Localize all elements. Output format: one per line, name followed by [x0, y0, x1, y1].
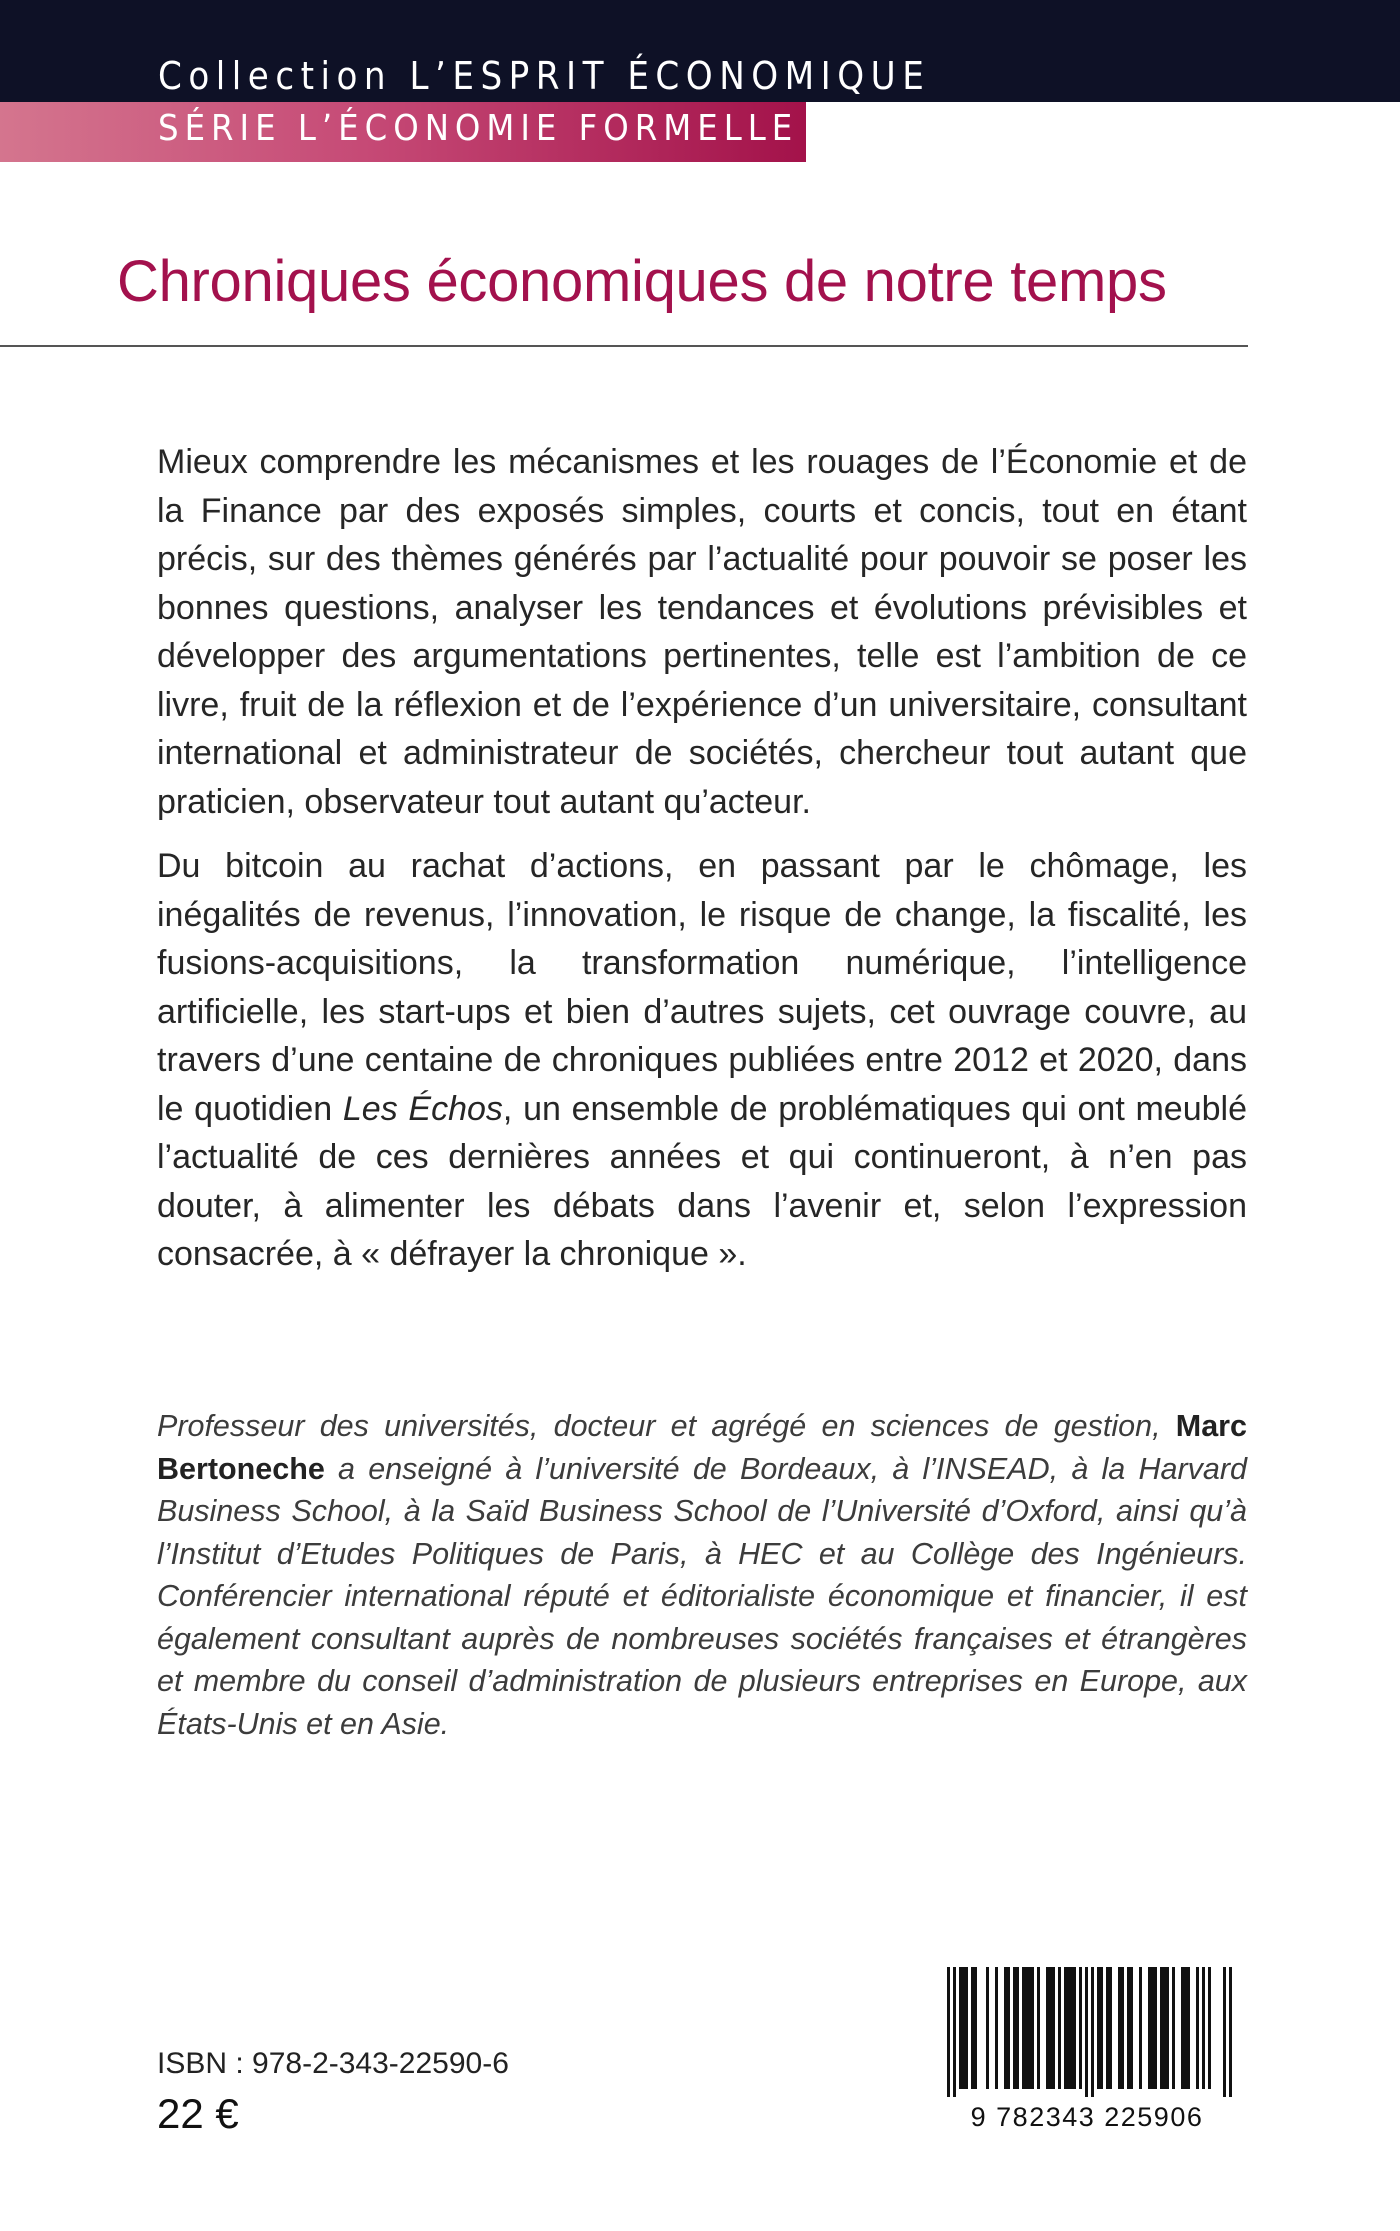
barcode-bar — [1181, 1967, 1184, 2089]
barcode-bar — [1229, 1967, 1232, 2097]
barcode-bar — [1085, 1967, 1088, 2097]
barcode-bar — [1097, 1967, 1100, 2089]
barcode-bar — [1109, 1967, 1112, 2089]
barcode-bar — [1202, 1967, 1205, 2089]
barcode-bar — [1163, 1967, 1166, 2089]
barcode-bar — [1139, 1967, 1142, 2089]
author-name: Marc Bertoneche — [157, 1409, 1247, 1486]
barcode-bar — [1022, 1967, 1025, 2089]
barcode-bar — [1100, 1967, 1103, 2089]
description-paragraph-1: Mieux comprendre les mécanismes et les rouages de l’Économie et de la Finance par des exposés simples, courts et concis, tout en étant précis, sur des thèmes générés par l’actualité pour pouvoir se poser les bonnes questions, analyser les tendances et évolutions prévisibles et développer des argumentations pertinentes, telle est l’ambition de ce livre, fruit de la réflexion et de l’expérience d’un universitaire, consultant international et administrateur de sociétés, chercheur tout autant que praticien, observateur tout autant qu’acteur. — [157, 443, 1247, 821]
barcode-bar — [953, 1967, 956, 2097]
barcode-bar — [1151, 1967, 1154, 2089]
title-divider — [0, 345, 1248, 347]
barcode-bar — [1184, 1967, 1187, 2089]
barcode-bar — [1148, 1967, 1151, 2089]
serie-name: SÉRIE L’ÉCONOMIE FORMELLE — [158, 108, 799, 149]
barcode-bar — [1073, 1967, 1076, 2089]
barcode-bar — [1196, 1967, 1199, 2089]
barcode-bar — [995, 1967, 998, 2089]
barcode-bar — [1025, 1967, 1028, 2089]
barcode-bar — [1208, 1967, 1211, 2089]
barcode-bar — [1172, 1967, 1175, 2089]
barcode-bar — [959, 1967, 962, 2089]
barcode-bar — [1049, 1967, 1052, 2089]
description-paragraph-2 — [157, 842, 1247, 1279]
barcode-bar — [974, 1967, 977, 2089]
barcode-bar — [1091, 1967, 1094, 2097]
barcode-bar — [1154, 1967, 1157, 2089]
barcode-bar — [986, 1967, 989, 2089]
barcode-bar — [1166, 1967, 1169, 2089]
barcode-bar — [1007, 1967, 1010, 2089]
isbn: ISBN : 978-2-343-22590-6 — [157, 2047, 509, 2080]
barcode-bar — [1046, 1967, 1049, 2089]
barcode-bar — [965, 1967, 968, 2089]
author-bio — [157, 1405, 1247, 1745]
barcode-bar — [1118, 1967, 1121, 2089]
barcode-bar — [1064, 1967, 1067, 2089]
barcode-bar — [1121, 1967, 1124, 2089]
book-title: Chroniques économiques de notre temps — [117, 249, 1167, 314]
barcode-bars — [947, 1967, 1232, 2097]
description-p2-text-end: , un ensemble de problématiques qui ont meublé l’actualité de ces dernières années et qui continueront, à n’en pas douter, à alimenter les débats dans l’avenir et, selon l’expression consacrée, à « défrayer la chronique ». — [157, 1089, 1247, 1273]
barcode-bar — [1031, 1967, 1034, 2089]
barcode-bar — [1016, 1967, 1019, 2089]
barcode-bar — [1106, 1967, 1109, 2089]
barcode-bar — [1052, 1967, 1055, 2089]
price: 22 € — [157, 2090, 239, 2137]
barcode-bar — [947, 1967, 950, 2097]
barcode-bar — [1223, 1967, 1226, 2097]
collection-name: Collection L’ESPRIT ÉCONOMIQUE — [158, 54, 931, 98]
barcode-digits: 9 782343 225906 — [970, 2102, 1204, 2130]
barcode-bar — [1028, 1967, 1031, 2089]
author-bio-start: Professeur des universités, docteur et agrégé en sciences de gestion, — [157, 1409, 1176, 1443]
barcode-bar — [1187, 1967, 1190, 2089]
ean13-barcode-icon — [925, 1965, 1250, 2130]
newspaper-name: Les Échos — [342, 1089, 503, 1128]
barcode-bar — [1037, 1967, 1040, 2089]
barcode-bar — [1079, 1967, 1082, 2089]
barcode-bar — [971, 1967, 974, 2089]
barcode-bar — [1058, 1967, 1061, 2089]
description-p2-text-start: Du bitcoin au rachat d’actions, en passant par le chômage, les inégalités de revenus, l’innovation, le risque de change, la fiscalité, les fusions-acquisitions, la transformation numérique, l’intelligence artificielle, les start-ups et bien d’autres sujets, cet ouvrage couvre, au travers d’une centaine de chroniques publiées entre 2012 et 2020, dans le quotidien — [157, 847, 1247, 1128]
barcode-bar — [1067, 1967, 1070, 2089]
barcode-bar — [1160, 1967, 1163, 2089]
barcode-bar — [1130, 1967, 1133, 2089]
barcode-bar — [1070, 1967, 1073, 2089]
barcode-bar — [1127, 1967, 1130, 2089]
barcode-bar — [962, 1967, 965, 2089]
barcode-bar — [1004, 1967, 1007, 2089]
barcode-bar — [1013, 1967, 1016, 2089]
author-bio-end: a enseigné à l’université de Bordeaux, à l’INSEAD, à la Harvard Business School, à la Saïd Business School de l’Université d’Oxford, ainsi qu’à l’Institut d’Etudes Politiques de Paris, à HEC et au Collège des Ingénieurs. Conférencier international réputé et éditorialiste économique et financier, il est également consultant auprès de nombreuses sociétés françaises et étrangères et membre du conseil d’administration de plusieurs entreprises en Europe, aux États-Unis et en Asie. — [157, 1451, 1247, 1741]
